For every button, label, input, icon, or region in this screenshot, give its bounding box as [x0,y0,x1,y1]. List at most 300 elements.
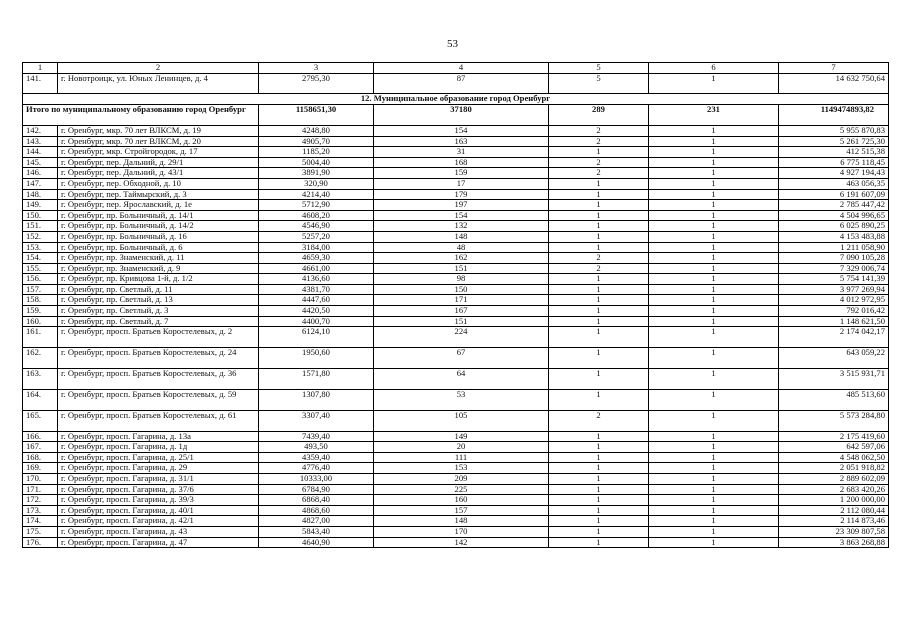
table-row [23,316,889,327]
row-residents: 132 [374,221,549,232]
table-row [23,516,889,527]
row-residents: 17 [374,178,549,189]
row-cost: 792 016,42 [779,306,889,317]
table-row [23,505,889,516]
row-residents: 148 [374,231,549,242]
row-stage: 1 [649,210,779,221]
table-row [23,484,889,495]
row-cost: 1 200 000,00 [779,495,889,506]
row-area: 4608,20 [259,210,374,221]
row-area: 6784,90 [259,484,374,495]
row-stage: 1 [649,157,779,168]
row-number: 167. [23,442,58,453]
row-address: г. Оренбург, пр. Знаменский, д. 11 [58,253,259,264]
row-number: 171. [23,484,58,495]
row-address: г. Оренбург, просп. Гагарина, д. 29 [58,463,259,474]
row-address: г. Оренбург, просп. Гагарина, д. 1д [58,442,259,453]
row-number: 143. [23,136,58,147]
row-cost: 1 211 058,90 [779,242,889,253]
table-row [23,348,889,369]
row-residents: 162 [374,253,549,264]
row-address: г. Оренбург, мкр. Стройгородок, д. 17 [58,147,259,158]
row-area: 6868,40 [259,495,374,506]
row-works: 1 [549,537,649,548]
total-cost: 1149474893,82 [779,105,889,126]
table-row [23,168,889,179]
row-residents: 154 [374,210,549,221]
row-residents: 171 [374,295,549,306]
row-residents: 170 [374,527,549,538]
table-row [23,200,889,211]
row-cost: 3 515 931,71 [779,369,889,390]
row-area: 4659,30 [259,253,374,264]
column-header: 3 [259,63,374,74]
row-cost: 485 513,60 [779,389,889,410]
row-area: 5843,40 [259,527,374,538]
table-row [23,274,889,285]
row-area: 3891,90 [259,168,374,179]
row-cost: 4 504 996,65 [779,210,889,221]
row-number: 147. [23,178,58,189]
row-cost: 14 632 750,64 [779,73,889,94]
row-area: 7439,40 [259,431,374,442]
row-stage: 1 [649,284,779,295]
table-row [23,463,889,474]
row-works: 2 [549,263,649,274]
table-row [23,410,889,431]
row-works: 1 [549,147,649,158]
row-cost: 2 683 420,26 [779,484,889,495]
row-stage: 1 [649,231,779,242]
row-cost: 6 025 890,25 [779,221,889,232]
row-residents: 111 [374,452,549,463]
row-stage: 1 [649,73,779,94]
row-stage: 1 [649,527,779,538]
column-header: 2 [58,63,259,74]
page-number: 53 [447,38,458,50]
row-works: 1 [549,210,649,221]
table-row [23,369,889,390]
row-cost: 7 329 006,74 [779,263,889,274]
row-residents: 150 [374,284,549,295]
row-area: 4640,90 [259,537,374,548]
row-address: г. Оренбург, пер. Дальний, д. 43/1 [58,168,259,179]
table-row [23,125,889,136]
row-area: 1307,80 [259,389,374,410]
row-residents: 157 [374,505,549,516]
row-works: 1 [549,242,649,253]
row-stage: 1 [649,316,779,327]
row-address: г. Оренбург, просп. Гагарина, д. 31/1 [58,474,259,485]
row-address: г. Оренбург, просп. Гагарина, д. 43 [58,527,259,538]
row-works: 1 [549,369,649,390]
row-cost: 5 955 870,83 [779,125,889,136]
row-address: г. Оренбург, просп. Гагарина, д. 37/6 [58,484,259,495]
row-residents: 154 [374,125,549,136]
row-number: 160. [23,316,58,327]
housing-table [22,62,889,548]
row-works: 2 [549,125,649,136]
row-works: 1 [549,484,649,495]
table-row [23,210,889,221]
row-address: г. Оренбург, просп. Гагарина, д. 25/1 [58,452,259,463]
row-address: г. Оренбург, просп. Братьев Коростелевых, д. 59 [58,389,259,410]
row-works: 1 [549,274,649,285]
row-area: 1950,60 [259,348,374,369]
row-residents: 224 [374,327,549,348]
row-number: 166. [23,431,58,442]
row-stage: 1 [649,125,779,136]
table-row [23,253,889,264]
row-number: 155. [23,263,58,274]
row-works: 1 [549,221,649,232]
total-works: 289 [549,105,649,126]
row-number: 148. [23,189,58,200]
row-residents: 98 [374,274,549,285]
table-row [23,147,889,158]
row-works: 1 [549,231,649,242]
row-address: г. Оренбург, просп. Братьев Коростелевых, д. 61 [58,410,259,431]
row-cost: 3 863 268,88 [779,537,889,548]
row-works: 2 [549,253,649,264]
row-cost: 6 775 118,45 [779,157,889,168]
row-number: 149. [23,200,58,211]
row-address: г. Оренбург, мкр. 70 лет ВЛКСМ, д. 19 [58,125,259,136]
row-cost: 23 309 807,58 [779,527,889,538]
row-residents: 209 [374,474,549,485]
row-cost: 2 175 419,60 [779,431,889,442]
row-stage: 1 [649,348,779,369]
row-residents: 20 [374,442,549,453]
row-residents: 168 [374,157,549,168]
row-address: г. Оренбург, просп. Братьев Коростелевых, д. 36 [58,369,259,390]
row-stage: 1 [649,410,779,431]
table-row [23,527,889,538]
row-cost: 4 927 194,43 [779,168,889,179]
total-stage: 231 [649,105,779,126]
row-stage: 1 [649,200,779,211]
column-header: 5 [549,63,649,74]
row-cost: 2 889 602,09 [779,474,889,485]
row-residents: 167 [374,306,549,317]
row-works: 1 [549,327,649,348]
row-residents: 151 [374,263,549,274]
table-row [23,136,889,147]
row-works: 1 [549,431,649,442]
row-area: 5257,20 [259,231,374,242]
row-works: 2 [549,410,649,431]
row-works: 1 [549,200,649,211]
row-cost: 6 191 607,09 [779,189,889,200]
row-number: 165. [23,410,58,431]
row-area: 320,90 [259,178,374,189]
row-residents: 48 [374,242,549,253]
total-label: Итого по муниципальному образованию город Оренбург [23,105,259,126]
table-row [23,452,889,463]
table-row [23,306,889,317]
row-address: г. Оренбург, пер. Обходной, д. 10 [58,178,259,189]
row-stage: 1 [649,431,779,442]
row-address: г. Новотроицк, ул. Юных Ленинцев, д. 4 [58,73,259,94]
row-residents: 64 [374,369,549,390]
column-numbers-row [23,63,889,74]
table-row [23,537,889,548]
row-works: 1 [549,505,649,516]
row-address: г. Оренбург, просп. Гагарина, д. 39/3 [58,495,259,506]
row-stage: 1 [649,474,779,485]
table-row [23,295,889,306]
column-header: 6 [649,63,779,74]
row-cost: 643 059,22 [779,348,889,369]
column-header: 1 [23,63,58,74]
row-area: 3184,00 [259,242,374,253]
row-cost: 4 012 972,95 [779,295,889,306]
row-residents: 151 [374,316,549,327]
row-address: г. Оренбург, пер. Дальний, д. 29/1 [58,157,259,168]
row-number: 145. [23,157,58,168]
row-residents: 148 [374,516,549,527]
row-stage: 1 [649,295,779,306]
row-area: 1571,80 [259,369,374,390]
row-address: г. Оренбург, пер. Ярославский, д. 1е [58,200,259,211]
total-area: 1158651,30 [259,105,374,126]
row-area: 4905,70 [259,136,374,147]
row-number: 174. [23,516,58,527]
row-number: 163. [23,369,58,390]
row-cost: 642 597,06 [779,442,889,453]
row-area: 4868,60 [259,505,374,516]
row-address: г. Оренбург, просп. Гагарина, д. 47 [58,537,259,548]
row-number: 173. [23,505,58,516]
row-cost: 412 515,38 [779,147,889,158]
row-works: 1 [549,389,649,410]
row-stage: 1 [649,495,779,506]
table-row [23,73,889,94]
row-cost: 7 090 105,28 [779,253,889,264]
row-works: 1 [549,284,649,295]
row-works: 1 [549,463,649,474]
row-number: 169. [23,463,58,474]
row-number: 170. [23,474,58,485]
table-row [23,495,889,506]
row-area: 2795,30 [259,73,374,94]
row-number: 144. [23,147,58,158]
row-stage: 1 [649,178,779,189]
row-address: г. Оренбург, пр. Светлый, д. 13 [58,295,259,306]
row-area: 4136,60 [259,274,374,285]
row-cost: 463 056,35 [779,178,889,189]
row-works: 2 [549,168,649,179]
row-cost: 2 785 447,42 [779,200,889,211]
row-area: 4381,70 [259,284,374,295]
table-row [23,442,889,453]
row-number: 164. [23,389,58,410]
table-row [23,178,889,189]
row-stage: 1 [649,389,779,410]
row-number: 172. [23,495,58,506]
row-stage: 1 [649,263,779,274]
row-number: 141. [23,73,58,94]
row-address: г. Оренбург, пр. Больничный, д. 6 [58,242,259,253]
row-address: г. Оренбург, пр. Больничный, д. 14/2 [58,221,259,232]
row-works: 1 [549,316,649,327]
total-row [23,105,889,126]
table-row [23,231,889,242]
table-row [23,189,889,200]
row-cost: 1 148 621,50 [779,316,889,327]
row-area: 4214,40 [259,189,374,200]
row-address: г. Оренбург, просп. Гагарина, д. 13а [58,431,259,442]
row-residents: 225 [374,484,549,495]
row-stage: 1 [649,452,779,463]
row-cost: 2 051 918,82 [779,463,889,474]
row-area: 4661,00 [259,263,374,274]
row-residents: 142 [374,537,549,548]
row-residents: 53 [374,389,549,410]
row-address: г. Оренбург, просп. Братьев Коростелевых, д. 24 [58,348,259,369]
table-row [23,263,889,274]
row-stage: 1 [649,253,779,264]
row-number: 156. [23,274,58,285]
row-stage: 1 [649,505,779,516]
column-header: 7 [779,63,889,74]
row-address: г. Оренбург, пр. Светлый, д. 7 [58,316,259,327]
row-stage: 1 [649,189,779,200]
row-cost: 5 261 725,30 [779,136,889,147]
table-row [23,431,889,442]
row-number: 158. [23,295,58,306]
row-works: 1 [549,516,649,527]
row-stage: 1 [649,136,779,147]
table-row [23,157,889,168]
section-header-row [23,94,889,105]
table-row [23,389,889,410]
row-stage: 1 [649,242,779,253]
row-area: 4827,00 [259,516,374,527]
row-stage: 1 [649,442,779,453]
row-area: 6124,10 [259,327,374,348]
row-number: 146. [23,168,58,179]
row-works: 1 [549,442,649,453]
total-residents: 37180 [374,105,549,126]
row-residents: 197 [374,200,549,211]
row-number: 152. [23,231,58,242]
table-row [23,284,889,295]
row-works: 1 [549,306,649,317]
row-residents: 179 [374,189,549,200]
row-address: г. Оренбург, пр. Светлый, д. 3 [58,306,259,317]
row-works: 5 [549,73,649,94]
row-stage: 1 [649,221,779,232]
row-stage: 1 [649,537,779,548]
row-stage: 1 [649,516,779,527]
row-number: 159. [23,306,58,317]
row-residents: 159 [374,168,549,179]
row-works: 1 [549,178,649,189]
row-works: 1 [549,495,649,506]
row-area: 4776,40 [259,463,374,474]
row-address: г. Оренбург, просп. Братьев Коростелевых, д. 2 [58,327,259,348]
row-number: 176. [23,537,58,548]
row-area: 4400,70 [259,316,374,327]
row-stage: 1 [649,147,779,158]
row-area: 4359,40 [259,452,374,463]
row-number: 154. [23,253,58,264]
row-number: 161. [23,327,58,348]
row-cost: 5 573 284,80 [779,410,889,431]
row-address: г. Оренбург, просп. Гагарина, д. 40/1 [58,505,259,516]
row-area: 4546,90 [259,221,374,232]
row-cost: 4 153 483,88 [779,231,889,242]
row-number: 168. [23,452,58,463]
row-number: 175. [23,527,58,538]
row-area: 4420,50 [259,306,374,317]
row-address: г. Оренбург, пр. Больничный, д. 14/1 [58,210,259,221]
row-works: 2 [549,136,649,147]
row-cost: 2 174 042,17 [779,327,889,348]
row-works: 2 [549,157,649,168]
row-residents: 149 [374,431,549,442]
row-address: г. Оренбург, пр. Кривцова 1-й, д. 1/2 [58,274,259,285]
row-stage: 1 [649,463,779,474]
row-stage: 1 [649,484,779,495]
row-works: 1 [549,295,649,306]
row-cost: 3 977 269,94 [779,284,889,295]
row-works: 1 [549,189,649,200]
row-area: 10333,00 [259,474,374,485]
table-row [23,474,889,485]
row-residents: 105 [374,410,549,431]
row-residents: 67 [374,348,549,369]
row-number: 151. [23,221,58,232]
column-header: 4 [374,63,549,74]
row-stage: 1 [649,306,779,317]
row-stage: 1 [649,327,779,348]
row-cost: 4 548 062,50 [779,452,889,463]
row-works: 1 [549,452,649,463]
row-address: г. Оренбург, просп. Гагарина, д. 42/1 [58,516,259,527]
row-number: 162. [23,348,58,369]
row-stage: 1 [649,274,779,285]
row-area: 1185,20 [259,147,374,158]
row-works: 1 [549,474,649,485]
row-residents: 160 [374,495,549,506]
row-address: г. Оренбург, пр. Знаменский, д. 9 [58,263,259,274]
row-address: г. Оренбург, мкр. 70 лет ВЛКСМ, д. 20 [58,136,259,147]
row-number: 150. [23,210,58,221]
row-cost: 2 112 080,44 [779,505,889,516]
section-title: 12. Муниципальное образование город Оренбург [23,94,889,105]
row-cost: 5 754 141,39 [779,274,889,285]
row-address: г. Оренбург, пр. Больничный, д. 16 [58,231,259,242]
row-residents: 31 [374,147,549,158]
row-stage: 1 [649,369,779,390]
row-cost: 2 114 873,46 [779,516,889,527]
row-residents: 87 [374,73,549,94]
row-area: 4248,80 [259,125,374,136]
table-row [23,221,889,232]
row-area: 5712,90 [259,200,374,211]
row-works: 1 [549,527,649,538]
row-area: 4447,60 [259,295,374,306]
table-row [23,242,889,253]
row-area: 493,50 [259,442,374,453]
row-number: 153. [23,242,58,253]
row-number: 157. [23,284,58,295]
table-row [23,327,889,348]
row-address: г. Оренбург, пр. Светлый, д. 11 [58,284,259,295]
row-number: 142. [23,125,58,136]
